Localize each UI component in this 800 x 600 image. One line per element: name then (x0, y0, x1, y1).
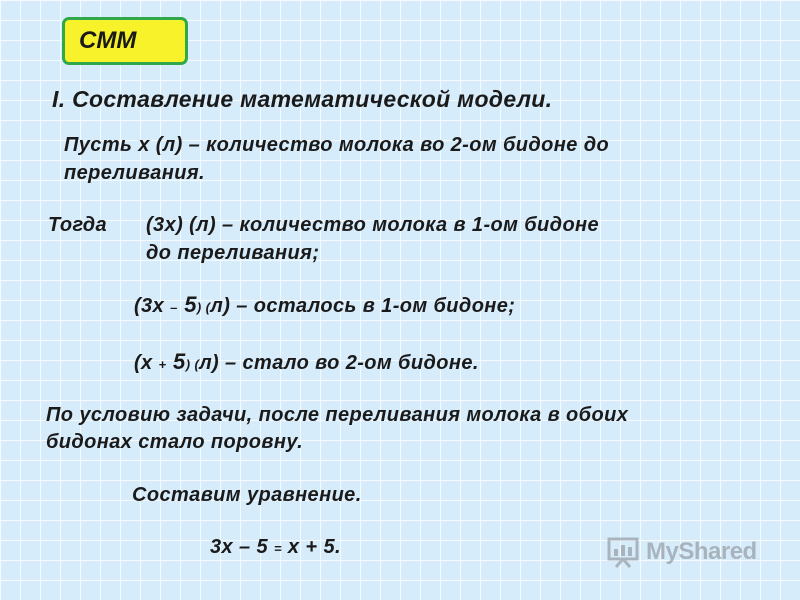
then-word: Тогда (48, 214, 108, 236)
equation-equals: = (273, 541, 282, 556)
became-plus: + (158, 357, 167, 372)
remaining-five: 5 (177, 292, 197, 317)
compose-equation-text: Составим уравнение. (132, 484, 362, 506)
condition-line-2: бидонах стало поровну. (46, 431, 304, 453)
then-line-1: (3х) (л) – количество молока в 1-ом бидоне (146, 214, 600, 236)
equation-right: х + 5. (281, 536, 341, 558)
watermark-text: MyShared (646, 538, 757, 565)
then-line-2: до переливания; (146, 242, 320, 264)
badge-label: СММ (79, 27, 137, 54)
let-line-2: переливания. (64, 162, 205, 184)
title-badge (62, 17, 188, 65)
remaining-line (134, 292, 515, 318)
condition-line-1: По условию задачи, после переливания молока в обоих (46, 404, 629, 426)
presentation-board-icon (606, 536, 640, 568)
equation-left: 3х – 5 (210, 536, 274, 558)
became-five: 5 (166, 349, 186, 374)
remaining-open: (3х (134, 295, 171, 317)
remaining-rest: л) – осталось в 1-ом бидоне; (210, 295, 516, 317)
became-open: (х (134, 352, 159, 374)
remaining-minus: – (170, 300, 178, 315)
section-heading: I. Составление математической модели. (52, 86, 553, 112)
became-line (134, 349, 479, 375)
remaining-close: ) ( (196, 300, 211, 315)
let-line-1: Пусть х (л) – количество молока во 2-ом бидоне до (64, 134, 610, 156)
watermark (606, 536, 757, 568)
equation (210, 536, 341, 559)
became-rest: л) – стало во 2-ом бидоне. (199, 352, 479, 374)
became-close: ) ( (185, 357, 200, 372)
